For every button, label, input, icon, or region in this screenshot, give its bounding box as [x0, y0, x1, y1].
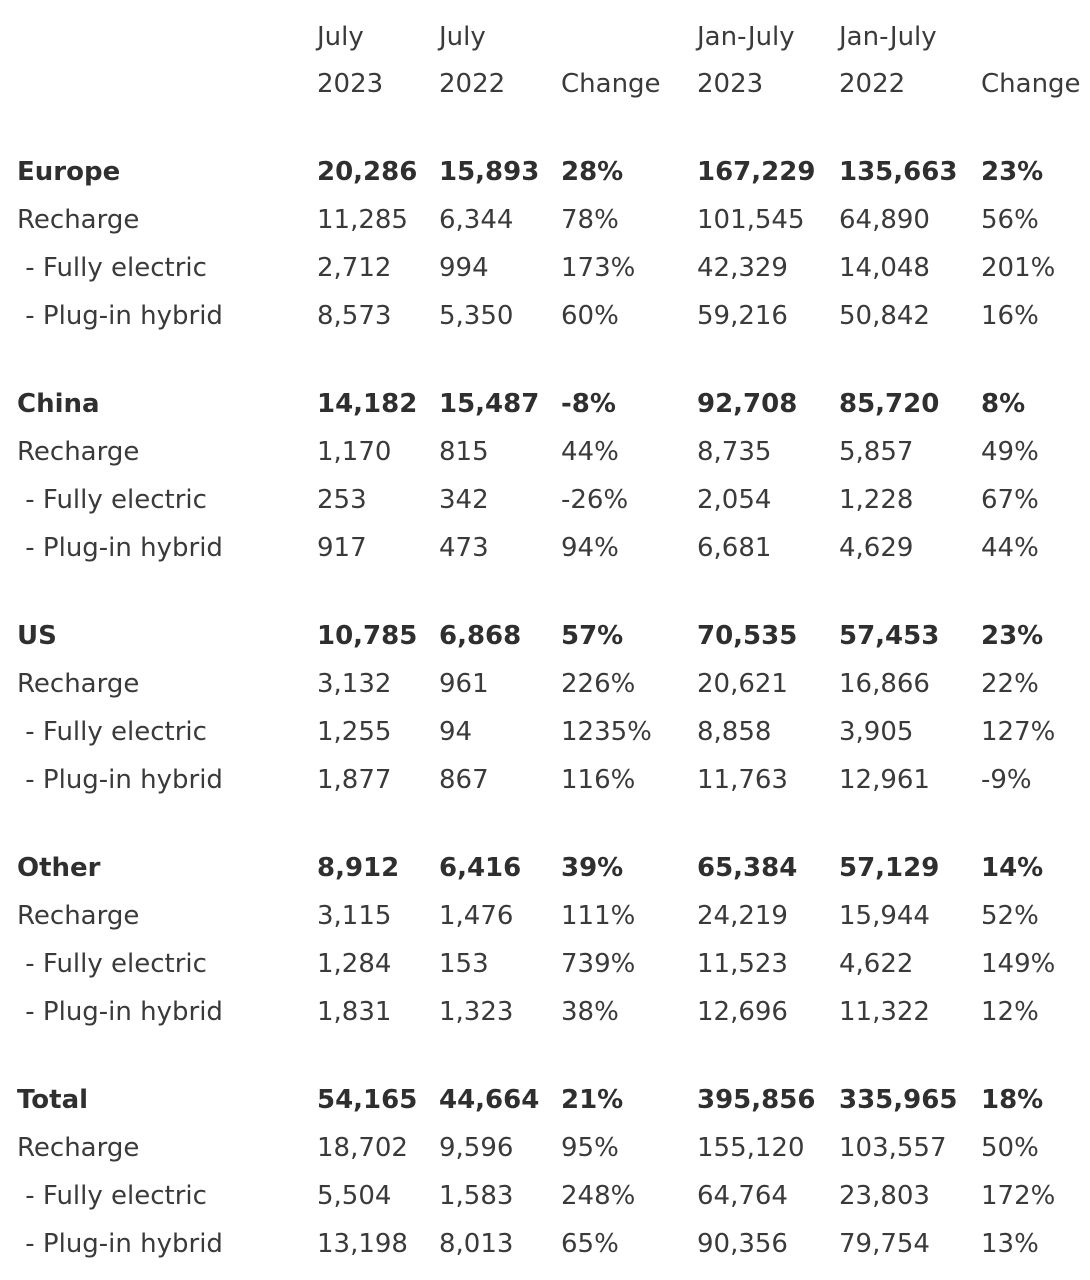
value-july-change: 38% — [561, 997, 619, 1027]
value-ytd-2022: 16,866 — [839, 669, 930, 699]
value-ytd-2023: 90,356 — [697, 1229, 788, 1259]
row-label: Recharge — [17, 901, 140, 931]
value-july-change: 39% — [561, 853, 624, 883]
value-ytd-change: 13% — [981, 1229, 1039, 1259]
value-july-2022: 1,583 — [439, 1181, 514, 1211]
table-row — [0, 760, 1090, 800]
value-ytd-2023: 11,523 — [697, 949, 788, 979]
value-ytd-change: 149% — [981, 949, 1056, 979]
row-label: Recharge — [17, 437, 140, 467]
value-july-2023: 5,504 — [317, 1181, 392, 1211]
value-ytd-2023: 12,696 — [697, 997, 788, 1027]
table-row — [0, 248, 1090, 288]
value-ytd-2022: 85,720 — [839, 389, 940, 419]
table-row — [0, 296, 1090, 336]
value-ytd-2022: 1,228 — [839, 485, 914, 515]
value-ytd-2023: 2,054 — [697, 485, 772, 515]
table-row — [0, 528, 1090, 568]
table-row — [0, 480, 1090, 520]
value-july-2023: 1,831 — [317, 997, 392, 1027]
value-july-2023: 13,198 — [317, 1229, 408, 1259]
value-ytd-2023: 101,545 — [697, 205, 805, 235]
value-july-change: 78% — [561, 205, 619, 235]
row-label: - Plug-in hybrid — [17, 533, 223, 563]
row-label: Recharge — [17, 205, 140, 235]
row-label: - Fully electric — [17, 253, 207, 283]
row-label: - Plug-in hybrid — [17, 301, 223, 331]
value-july-change: -26% — [561, 485, 629, 515]
header-col2-bottom: 2022 — [439, 69, 506, 99]
value-july-2022: 44,664 — [439, 1085, 540, 1115]
value-ytd-2023: 8,858 — [697, 717, 772, 747]
value-ytd-change: 12% — [981, 997, 1039, 1027]
value-july-change: 116% — [561, 765, 636, 795]
table-row — [0, 664, 1090, 704]
table-row — [0, 992, 1090, 1032]
value-ytd-2023: 11,763 — [697, 765, 788, 795]
value-ytd-2023: 42,329 — [697, 253, 788, 283]
value-july-2022: 1,323 — [439, 997, 514, 1027]
value-july-change: 44% — [561, 437, 619, 467]
value-july-2023: 253 — [317, 485, 367, 515]
value-july-2023: 3,132 — [317, 669, 392, 699]
header-col5-top: Jan-July — [839, 22, 937, 52]
value-ytd-change: 49% — [981, 437, 1039, 467]
value-ytd-change: 201% — [981, 253, 1056, 283]
value-ytd-change: 67% — [981, 485, 1039, 515]
table-row — [0, 1224, 1090, 1264]
value-july-change: 226% — [561, 669, 636, 699]
value-ytd-2022: 4,629 — [839, 533, 914, 563]
table-row — [0, 896, 1090, 936]
value-ytd-2022: 15,944 — [839, 901, 930, 931]
value-july-2023: 1,170 — [317, 437, 392, 467]
value-ytd-2023: 167,229 — [697, 157, 816, 187]
value-ytd-change: 50% — [981, 1133, 1039, 1163]
value-july-2023: 14,182 — [317, 389, 418, 419]
value-ytd-2023: 8,735 — [697, 437, 772, 467]
value-ytd-2023: 92,708 — [697, 389, 798, 419]
header-col2-top: July — [439, 22, 486, 52]
header-col4-bottom: 2023 — [697, 69, 764, 99]
row-label: China — [17, 389, 100, 419]
value-ytd-2022: 23,803 — [839, 1181, 930, 1211]
row-label: - Fully electric — [17, 949, 207, 979]
value-ytd-change: 8% — [981, 389, 1026, 419]
row-label: Recharge — [17, 669, 140, 699]
table-row — [0, 152, 1090, 192]
row-label: - Fully electric — [17, 1181, 207, 1211]
header-col5-bottom: 2022 — [839, 69, 906, 99]
value-july-2022: 342 — [439, 485, 489, 515]
value-ytd-2022: 64,890 — [839, 205, 930, 235]
value-ytd-change: 52% — [981, 901, 1039, 931]
value-july-2022: 15,487 — [439, 389, 540, 419]
row-label: US — [17, 621, 57, 651]
value-july-change: 28% — [561, 157, 624, 187]
value-ytd-2023: 64,764 — [697, 1181, 788, 1211]
value-july-change: 739% — [561, 949, 636, 979]
row-label: - Fully electric — [17, 485, 207, 515]
row-label: Recharge — [17, 1133, 140, 1163]
value-july-change: 248% — [561, 1181, 636, 1211]
row-label: - Fully electric — [17, 717, 207, 747]
value-july-change: 173% — [561, 253, 636, 283]
value-ytd-2022: 14,048 — [839, 253, 930, 283]
value-july-2022: 6,416 — [439, 853, 522, 883]
value-ytd-2023: 59,216 — [697, 301, 788, 331]
table-row — [0, 432, 1090, 472]
value-ytd-change: 127% — [981, 717, 1056, 747]
value-july-2022: 1,476 — [439, 901, 514, 931]
row-label: - Plug-in hybrid — [17, 765, 223, 795]
value-ytd-change: 16% — [981, 301, 1039, 331]
table-row — [0, 848, 1090, 888]
value-ytd-2023: 395,856 — [697, 1085, 816, 1115]
row-label: Other — [17, 853, 101, 883]
value-july-2022: 473 — [439, 533, 489, 563]
value-july-2022: 5,350 — [439, 301, 514, 331]
value-july-change: 60% — [561, 301, 619, 331]
value-july-2022: 15,893 — [439, 157, 540, 187]
value-ytd-2022: 4,622 — [839, 949, 914, 979]
value-ytd-change: 172% — [981, 1181, 1056, 1211]
value-july-change: 94% — [561, 533, 619, 563]
table-row — [0, 944, 1090, 984]
value-ytd-2023: 24,219 — [697, 901, 788, 931]
value-july-change: -8% — [561, 389, 616, 419]
table-row — [0, 1128, 1090, 1168]
value-july-2022: 8,013 — [439, 1229, 514, 1259]
value-july-2022: 94 — [439, 717, 473, 747]
table-row — [0, 1176, 1090, 1216]
value-july-2022: 153 — [439, 949, 489, 979]
row-label: - Plug-in hybrid — [17, 1229, 223, 1259]
header-col3-bottom: Change — [561, 69, 661, 99]
value-july-2022: 815 — [439, 437, 489, 467]
header-col1-bottom: 2023 — [317, 69, 384, 99]
value-july-change: 57% — [561, 621, 624, 651]
value-july-2023: 54,165 — [317, 1085, 418, 1115]
row-label: Total — [17, 1085, 89, 1115]
value-ytd-change: 23% — [981, 157, 1044, 187]
header-col4-top: Jan-July — [697, 22, 795, 52]
value-july-2023: 917 — [317, 533, 367, 563]
table-row — [0, 1080, 1090, 1120]
value-ytd-2022: 335,965 — [839, 1085, 958, 1115]
value-july-2023: 20,286 — [317, 157, 418, 187]
value-ytd-2023: 20,621 — [697, 669, 788, 699]
row-label: Europe — [17, 157, 121, 187]
value-ytd-change: 44% — [981, 533, 1039, 563]
value-ytd-change: 22% — [981, 669, 1039, 699]
value-ytd-change: 23% — [981, 621, 1044, 651]
value-ytd-change: 56% — [981, 205, 1039, 235]
value-july-2023: 10,785 — [317, 621, 418, 651]
value-july-2023: 8,912 — [317, 853, 400, 883]
table-row — [0, 712, 1090, 752]
value-july-change: 65% — [561, 1229, 619, 1259]
value-july-2022: 994 — [439, 253, 489, 283]
value-ytd-2022: 3,905 — [839, 717, 914, 747]
value-july-2023: 3,115 — [317, 901, 392, 931]
row-label: - Plug-in hybrid — [17, 997, 223, 1027]
table-row — [0, 616, 1090, 656]
value-ytd-2022: 5,857 — [839, 437, 914, 467]
value-july-2022: 6,344 — [439, 205, 514, 235]
value-ytd-2022: 135,663 — [839, 157, 958, 187]
header-col6-bottom: Change — [981, 69, 1081, 99]
value-ytd-2022: 79,754 — [839, 1229, 930, 1259]
table-row — [0, 200, 1090, 240]
value-ytd-change: 18% — [981, 1085, 1044, 1115]
header-col1-top: July — [317, 22, 364, 52]
value-july-change: 111% — [561, 901, 636, 931]
value-july-2022: 867 — [439, 765, 489, 795]
value-july-2023: 8,573 — [317, 301, 392, 331]
value-ytd-2023: 6,681 — [697, 533, 772, 563]
value-ytd-2023: 65,384 — [697, 853, 798, 883]
value-july-2023: 2,712 — [317, 253, 392, 283]
value-ytd-change: -9% — [981, 765, 1032, 795]
value-ytd-2023: 70,535 — [697, 621, 798, 651]
value-july-2022: 961 — [439, 669, 489, 699]
value-ytd-2022: 57,129 — [839, 853, 940, 883]
value-ytd-2022: 50,842 — [839, 301, 930, 331]
value-ytd-2022: 103,557 — [839, 1133, 947, 1163]
value-ytd-2022: 11,322 — [839, 997, 930, 1027]
value-july-2023: 11,285 — [317, 205, 408, 235]
value-july-2023: 1,877 — [317, 765, 392, 795]
value-ytd-2022: 57,453 — [839, 621, 940, 651]
value-july-change: 21% — [561, 1085, 624, 1115]
table-row — [0, 384, 1090, 424]
value-ytd-change: 14% — [981, 853, 1044, 883]
value-july-2023: 18,702 — [317, 1133, 408, 1163]
value-july-2022: 6,868 — [439, 621, 522, 651]
value-july-2022: 9,596 — [439, 1133, 514, 1163]
value-july-change: 95% — [561, 1133, 619, 1163]
value-july-change: 1235% — [561, 717, 652, 747]
value-ytd-2023: 155,120 — [697, 1133, 805, 1163]
value-july-2023: 1,255 — [317, 717, 392, 747]
value-july-2023: 1,284 — [317, 949, 392, 979]
value-ytd-2022: 12,961 — [839, 765, 930, 795]
